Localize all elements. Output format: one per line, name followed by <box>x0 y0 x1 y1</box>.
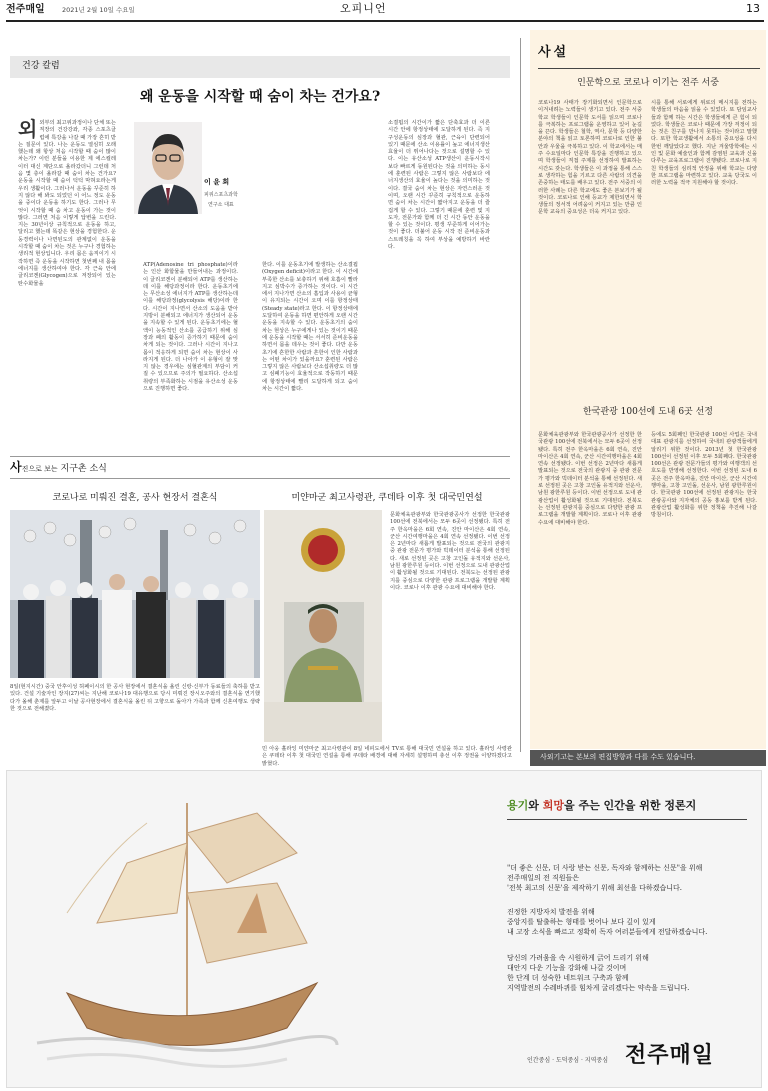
author-box <box>134 122 238 252</box>
editorial-headline1: 인문학으로 코로나 이기는 전주 서중 <box>577 78 719 88</box>
editorial-col1b: 시를 통해 서로에게 위로의 메시지를 전하는 학생들의 마음을 읽을 수 있었다. 또 담임교사들과 함께 하는 시간은 학생들에게 큰 힘이 되었다. 학생들은 코로나 때문에 가장 걱정이 되는 것은 친구를 만나지 못하는 것이라고 말했다. 또한 학교생활에서 소통의 중요성을 다시 한번 깨달았다고 했다. 지난 겨울방학에는 시인 및 문화 예술인과 함께 감염된 교육과 신을 다루는 교육프로그램이 진행됐다. 코로나로 지친 학생들의 심리적 안정을 위해 학교는 다양한 프로그램을 마련하고 있다. 교육 당국도 이러한 노력을 적극 지원해야 할 것이다. <box>651 100 757 187</box>
health-column-category: 건강 칼럼 <box>22 61 60 71</box>
photo-section-label-main: 사 <box>10 460 22 474</box>
ad-p1-line3: '전북 최고의 신문'을 제작하기 위해 최선을 다하겠습니다. <box>507 884 682 892</box>
story1-headline: 코로나로 미뤄진 결혼, 공사 현장서 결혼식 <box>52 493 218 503</box>
editorial-rule <box>538 68 760 69</box>
ad-headline-rule <box>507 819 747 820</box>
ad-p3-line4: 지역발전의 수레바퀴를 힘차게 굴리겠다는 약속을 드립니다. <box>507 984 690 992</box>
story1-caption: 8일(현지시간) 중국 안후이성 허페이시의 한 공사 현장에서 결혼식을 올린 신랑·신부가 동료들의 축하를 받고 있다. 건설 기술자인 장지(27)씨는 지난해 코로나19 대유행으로 당시 미뤄진 장시오주와의 결혼식을 연기했다가 올해 춘제를 앞두고 이날 공사현장에서 결혼식을 올린 뒤 고향으로 돌아가 가족과 함께 신혼여행도 생략한 것으로 전해졌다. <box>10 684 260 712</box>
column-divider <box>520 38 521 752</box>
ad-panel <box>6 770 762 1088</box>
ad-headline <box>507 799 696 814</box>
ad-p2-line3: 내 고장 소식을 빠르고 정확히 독자 여러분들에게 전달하겠습니다. <box>507 928 708 936</box>
story2-photo <box>264 510 382 742</box>
editorial-panel <box>530 30 766 749</box>
photo-section-top-rule <box>10 456 510 457</box>
editorial-col2a: 문화체육관광부와 한국관광공사가 선정한 한국관광 100선에 전북에서는 모두 6곳이 선정됐다. 특히 전주 한옥마을은 6회 연속, 진안 마이산은 4회 연속, 군산 시간여행마을은 4회 연속 선정됐다. 이번 선정은 2년마다 새롭게 발표되는 것으로 전국의 관광지 중 관광 전문가 평가와 빅데이터 분석을 통해 선정된다. 새로 선정된 곳은 고창 고인돌 유적지와 선운사, 남원 광한루원 등이다. 이번 선정으로 도내 관광산업이 활성화될 것으로 기대된다. 전북도는 선정된 관광지를 중심으로 다양한 관광 프로그램을 개발할 계획이다. 코로나 이후 관광 수요에 대비해야 한다. <box>538 432 642 526</box>
ad-headline-hope: 희망 <box>542 799 564 812</box>
photo-section-label-rule <box>10 478 510 479</box>
ad-headline-and: 와 <box>528 799 543 812</box>
page-number: 13 <box>746 2 760 15</box>
health-column-headline: 왜 운동을 시작할 때 숨이 차는 건가요? <box>139 89 381 105</box>
disclaimer-text: 사외기고는 본보의 편집방향과 다를 수도 있습니다. <box>540 753 696 761</box>
ad-paragraph3 <box>507 953 757 993</box>
ad-p1-line1: "더 좋은 신문, 더 사랑 받는 신문, 독자와 함께하는 신문"을 위해 <box>507 864 703 872</box>
author-title1: 피위스포츠과학 <box>204 192 238 198</box>
health-column-col1-text: 외부의 최고위과정이나 단체 또는 직장의 건강강좌, 각종 스포츠클럽에 특강을 나갈 때 가장 흔히 받는 질문이 있다. 나는 운동도 열심히 오래했는데 왜 항상 처음 시작할 때 숨이 많이 차는가? 이런 분들을 이용한 제 에스컬레이터 대신 계단으로 올라갔더니 그런데 처음 몇 층이 올라갈 때 숨이 차는 건가요? 운동을 시작할 때 숨이 턱턱 막혀요라는게 우리 생활이다. 그러나서 운동을 꾸준히 하지 않다 해 봐도 되었던 이 어느 정도 운동을 중이다 운동을 하기도 한다. 그러나 무엇이 시작할 때 숨 차고 운동이 가는 것이 많다. 그러면 처음 이렇게 답변을 드린다. 지는 30년이상 규칙적으로 운동을 하고, 달리고 했는데 똑같은 현상을 경험한다. 운동경력이나 나면된도의 관계없이 운동을 시작할 때 숨이 차는 것은 누구나 경험하는 생리적 현상입니다. 우리 몸은 움직이기 시작하면 즉 운동을 시작하면 첫번째 내 몸을 에너지를 생산하여야 한다. 각 근육 안에 글리코겐(Glycogen)으로 저장되어 있는 탄수화물을 <box>18 120 117 287</box>
editorial-col1a: 코로나19 사태가 장기화되면서 인문학으로 이겨내려는 노력들이 생기고 있다. 전주 서중학교 학생들이 인문학 도서를 읽으며 코로나를 극복하는 프로그램을 운영하고 있어 눈길을 끈다. 학생들은 철학, 역사, 문학 등 다양한 분야의 책을 읽고 토론하며 코로나로 인한 불안과 우울을 극복하고 있다. 이 학교에서는 매주 수요일마다 인문학 특강을 진행하고 있으며 학생들이 직접 주제를 선정하여 발표하는 시간도 갖는다. 학생들은 이 과정을 통해 스스로 생각하는 힘을 기르고 다른 사람의 의견을 존중하는 태도를 배우고 있다. 전주 서중의 이러한 사례는 다른 학교에도 좋은 본보기가 될 것이다. 코로나로 인해 등교가 제한되면서 학생들의 정서적 어려움이 커지고 있는 만큼 인문학 교육의 중요성은 더욱 커지고 있다. <box>538 100 642 216</box>
ad-p3-line3: 한 단계 더 성숙한 네트워크 구축과 함께 <box>507 974 629 982</box>
ad-slogan: 인간중심 · 도덕중심 · 지역중심 <box>527 1057 608 1064</box>
masthead-paper-name: 전주매일 <box>6 4 45 15</box>
story2-caption: 민 아웅 흘라잉 미얀마군 최고사령관이 8일 네피도에서 TV로 통해 대국민 연설을 하고 있다. 흘라잉 사령관은 쿠데타 이후 첫 대국민 연설을 통해 쿠데타 배경에 대해 자세히 설명하며 총선 이후 정권을 이양하겠다고 밝혔다. <box>262 746 512 767</box>
ship-illustration <box>37 793 337 1077</box>
ad-p2-line2: 중앙지를 탈출하는 형태를 벗어나 보다 깊이 있게 <box>507 918 656 926</box>
ad-logo: 전주매일 <box>625 1043 715 1068</box>
ad-p1-line2: 전주매일의 전 직원들은 <box>507 874 580 882</box>
ad-paragraph1 <box>507 863 757 893</box>
health-column-label-bar <box>10 56 510 78</box>
story1-photo <box>10 510 260 678</box>
ad-p3-line2: 대안지 다운 기능을 강화해 나갈 것이며 <box>507 964 627 972</box>
author-name: 이 윤 희 <box>204 178 230 186</box>
health-column-col4: 소결핍의 시간이가 짧은 단축효과 더 이른 시간 안에 항정상태에 도달하게 된다. 즉 지구성운동의 심장과 혈관, 근육이 단련되어 있기 때문에 산소 이용률이 높고 에너지생산효율이 더 뛰어나다는 것으로 설명할 수 있다. 이는 유산소성 ATP생산이 운동시작시 보다 빠르게 동원된다는 것을 의미하는 동시에 훈련된 사람은 그렇지 않은 사람보다 에너지생산의 효율이 높다는 것을 의미하는 것이다. 결국 숨이 차는 현상은 자연스러운 것이며, 오랜 시간 꾸준히 규칙적으로 운동하면 숨이 차는 시간이 짧아지고 운동을 더 즐겁게 할 수 있다. 그렇기 때문에 훈련 및 지도자, 전문가와 함께 더 긴 시간 동안 운동을 할 수 있는 것이다. 평생 꾸준하게 이어가는 것이 좋다. 더불어 운동 시작 전 준비운동과 스트레칭을 꼭 하여 부상을 예방하기 바란다. <box>388 120 490 251</box>
health-column-continuation: 문화체육관광부와 한국관광공사가 선정한 한국관광 100선에 전북에서는 모두 6곳이 선정됐다. 특히 전주 한옥마을은 6회 연속, 진안 마이산은 4회 연속, 군산 시간여행마을은 4회 연속 선정됐다. 이번 선정은 2년마다 새롭게 발표되는 것으로 전국의 관광지 중 관광 전문가 평가와 빅데이터 분석을 통해 선정된다. 새로 선정된 곳은 고창 고인돌 유적지와 선운사, 남원 광한루원 등이다. 이번 선정으로 도내 관광산업이 활성화될 것으로 기대된다. 전북도는 선정된 관광지를 중심으로 다양한 관광 프로그램을 개발할 계획이다. 코로나 이후 관광 수요에 대비해야 한다. <box>390 512 510 591</box>
photo-section-label-bold: 지구촌 소식 <box>60 464 107 474</box>
masthead-rule <box>6 20 764 22</box>
health-column-col2: ATP(Adenosine tri phosphate)이라는 인산 화합물을 만들어내는 과정이다. 이 글리코겐이 분해되어 ATP를 생산하는데 이를 해당과정이라 한다. 운동초기에는 무산소성 에너지가 ATP를 생산하는데 이를 해당과정(glycolysis 해당)이라 한다. 시간이 지나면서 산소의 도움을 받아 지방이 분해되고 에너지가 생산되어 운동을 지속할 수 있게 된다. 운동초기에는 혈액이 능동적인 산소를 공급하기 위해 심장과 폐의 활동이 증가하기 때문에 숨이 차게 되는 것이다. 그러나 시간이 지나고 몸이 적응하게 되면 숨이 차는 현상이 사라지게 된다. 더 나아가 이 유형이 잘 맞지 않는 경우에는 심혈관계의 부담이 커질 수 있으므로 주의가 필요하다. 산소섭취량의 부족화하는 시점을 유산소성 운동으로 진행하면 좋다. <box>143 262 238 393</box>
masthead <box>0 0 768 22</box>
health-column-col3: 한다. 이를 운동초기에 발생하는 산소결핍(Oxygen deficit)이라고 한다. 이 시간에 부족한 산소를 보충하기 위해 호흡이 빨라지고 심박수가 증가하는 것이다. 이 시간에서 지나가면 산소의 흡입과 사용이 균형이 유지되는 시간이 오며 이를 항정상태(Steady state)라고 한다. 이 항정상태에 도달하여 운동을 하면 편안하게 오랜 시간 운동을 지속할 수 있다. 운동초기의 숨이 차는 현상은 누구에게나 있는 것이기 때문에 운동을 시작할 때는 서서히 준비운동을 하면서 몸을 데우는 것이 좋다. 다만 운동초기에 흔한한 사람과 흔한이 인한 사람과는 어떤 차이가 있을까요? 훈련된 사람은 그렇지 않은 사람보다 산소섭취량도 더 많고 심폐기능이 효율적으로 작동하기 때문에 항정상태에 빨리 도달하게 되고 숨이 차는 시간이 짧다. <box>262 262 358 393</box>
author-photo <box>134 122 202 214</box>
author-title2: 연구소 대표 <box>208 202 234 208</box>
disclaimer-bar <box>530 750 766 766</box>
ad-paragraph2 <box>507 907 757 937</box>
photo-section-label-rest: 진으로 보는 <box>21 465 58 473</box>
editorial-headline2: 한국관광 100선에 도내 6곳 선정 <box>583 407 713 417</box>
ad-p3-line1: 당신의 가려움을 속 시원하게 긁어 드리기 위해 <box>507 954 649 962</box>
masthead-date: 2021년 2월 10일 수요일 <box>62 6 135 14</box>
health-column-col1: 외 외부의 최고위과정이나 단체 또는 직장의 건강강좌, 각종 스포츠클럽에 특강을 나갈 때 가장 흔히 받는 질문이 있다. 나는 운동도 열심히 오래했는데 왜 항상 처음 시작할 때 숨이 많이 차는가? 이런 분들을 이용한 제 에스컬레이터 대신 계단으로 올라갔더니 그런데 처음 몇 층이 올라갈 때 숨이 차는 건가요? 운동을 시작할 때 숨이 턱턱 막혀요라는게 우리 생활이다. 그러나서 운동을 꾸준히 하지 않다 해 봐도 되었던 이 어느 정도 운동을 중이다 운동을 하기도 한다. 그러나 무엇이 시작할 때 숨 차고 운동이 가는 것이 많다. 그러면 처음 이렇게 답변을 드린다. 지는 30년이상 규칙적으로 운동을 하고, 달리고 했는데 똑같은 현상을 경험한다. 운동경력이나 나면된도의 관계없이 운동을 시작할 때 숨이 차는 것은 누구나 경험하는 생리적 현상입니다. 우리 몸은 움직이기 시작하면 즉 운동을 시작하면 첫번째 내 몸을 에너지를 생산하여야 한다. 각 근육 안에 글리코겐(Glycogen)으로 저장되어 있는 탄수화물을 <box>18 117 117 287</box>
ad-p2-line1: 진정한 지방자치 발전을 위해 <box>507 908 595 916</box>
ad-headline-courage: 용기 <box>507 799 529 812</box>
ad-headline-rest: 을 주는 인간을 위한 정론지 <box>564 799 697 812</box>
photo-section-label <box>10 459 510 477</box>
story2-headline: 미얀마군 최고사령관, 쿠데타 이후 첫 대국민연설 <box>291 493 483 503</box>
editorial-col2b: 등에도 5회째인 한국관광 100선 사업은 국내 대표 관광지를 선정하여 국내외 관광객들에게 알리기 위한 것이다. 2013년 첫 한국관광 100선이 선정된 이후 모두 5회째다. 한국관광 100선은 관광 전문가들의 평가와 여행객의 선호도를 반영해 선정한다. 이번 선정된 도내 6곳은 전주 한옥마을, 진안 마이산, 군산 시간여행마을, 고창 고인돌, 선운사, 남원 광한루원이다. 한국관광 100선에 선정된 관광지는 한국관광공사와 지자체의 공동 홍보를 받게 된다. 관광산업 활성화를 위한 정책을 추진해 나갈 방침이다. <box>651 432 757 519</box>
editorial-label: 사설 <box>538 45 570 60</box>
masthead-section: 오피니언 <box>340 2 387 15</box>
